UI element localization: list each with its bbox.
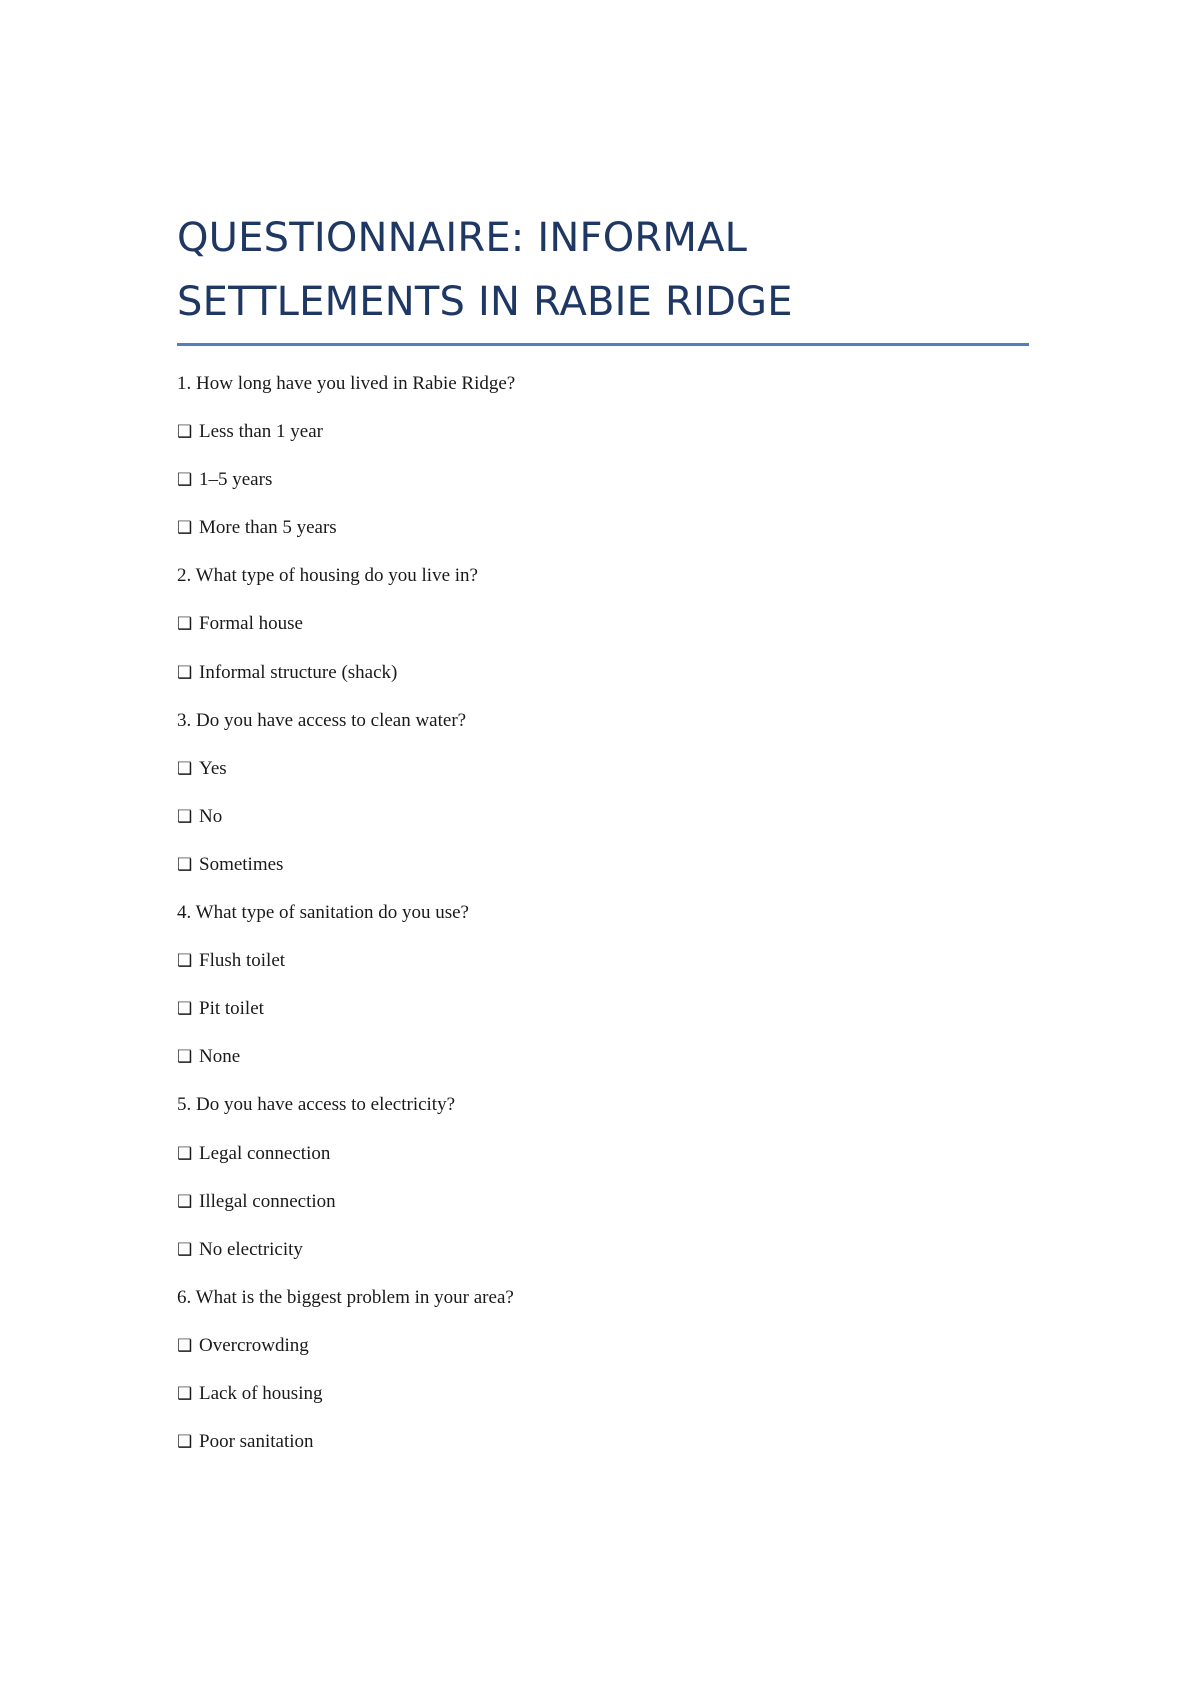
checkbox-icon[interactable]: ❑ — [177, 1383, 193, 1403]
question-text: 1. How long have you lived in Rabie Ridge? — [177, 373, 516, 394]
answer-option — [177, 420, 1037, 468]
answer-option — [177, 1190, 1037, 1238]
checkbox-icon[interactable]: ❑ — [177, 614, 193, 634]
question-text: 2. What type of housing do you live in? — [177, 565, 478, 587]
option-label: 1–5 years — [199, 469, 273, 491]
checkbox-icon[interactable]: ❑ — [177, 999, 193, 1019]
question-text: 6. What is the biggest problem in your area? — [177, 1286, 514, 1308]
option-label: Overcrowding — [199, 1334, 309, 1356]
question-text: 5. Do you have access to electricity? — [177, 1094, 456, 1116]
checkbox-icon[interactable]: ❑ — [177, 806, 193, 826]
checkbox-icon[interactable]: ❑ — [177, 1335, 193, 1355]
document-title — [177, 206, 1037, 334]
answer-option — [177, 1430, 1037, 1478]
option-label: Yes — [199, 757, 227, 779]
option-label: Flush toilet — [199, 950, 286, 972]
answer-option — [177, 468, 1037, 516]
option-label: Poor sanitation — [199, 1431, 314, 1453]
checkbox-icon[interactable]: ❑ — [177, 518, 193, 538]
answer-option — [177, 805, 1037, 853]
option-label: Formal house — [199, 613, 303, 635]
question-text: 3. Do you have access to clean water? — [177, 709, 467, 731]
option-label: No — [199, 805, 223, 827]
checkbox-icon[interactable]: ❑ — [177, 470, 193, 490]
option-label: Lack of housing — [199, 1382, 323, 1404]
option-label: Less than 1 year — [199, 421, 323, 443]
option-label: Sometimes — [199, 853, 284, 875]
answer-option — [177, 757, 1037, 805]
answer-option — [177, 949, 1037, 997]
answer-option — [177, 516, 1037, 564]
answer-option — [177, 853, 1037, 901]
answer-option — [177, 997, 1037, 1045]
title-line-2: SETTLEMENTS IN RABIE RIDGE — [177, 279, 793, 325]
checkbox-icon[interactable]: ❑ — [177, 662, 193, 682]
answer-option — [177, 1238, 1037, 1286]
checkbox-icon[interactable]: ❑ — [177, 422, 193, 442]
checkbox-icon[interactable]: ❑ — [177, 1047, 193, 1067]
answer-option — [177, 1045, 1037, 1093]
answer-option — [177, 612, 1037, 660]
checkbox-icon[interactable]: ❑ — [177, 1143, 193, 1163]
questionnaire-body — [177, 372, 1037, 1478]
option-label: None — [199, 1046, 241, 1068]
checkbox-icon[interactable]: ❑ — [177, 854, 193, 874]
answer-option — [177, 1334, 1037, 1382]
option-label: Illegal connection — [199, 1190, 336, 1212]
option-label: More than 5 years — [199, 517, 337, 539]
checkbox-icon[interactable]: ❑ — [177, 758, 193, 778]
answer-option — [177, 661, 1037, 709]
checkbox-icon[interactable]: ❑ — [177, 1239, 193, 1259]
answer-option — [177, 1142, 1037, 1190]
option-label: Informal structure (shack) — [199, 661, 398, 683]
checkbox-icon[interactable]: ❑ — [177, 951, 193, 971]
title-underline — [177, 343, 1029, 346]
option-label: Pit toilet — [199, 998, 264, 1020]
title-line-1: QUESTIONNAIRE: INFORMAL — [177, 215, 748, 261]
checkbox-icon[interactable]: ❑ — [177, 1432, 193, 1452]
option-label: No electricity — [199, 1238, 303, 1260]
question-text: 4. What type of sanitation do you use? — [177, 902, 469, 924]
option-label: Legal connection — [199, 1142, 331, 1164]
answer-option — [177, 1382, 1037, 1430]
checkbox-icon[interactable]: ❑ — [177, 1191, 193, 1211]
